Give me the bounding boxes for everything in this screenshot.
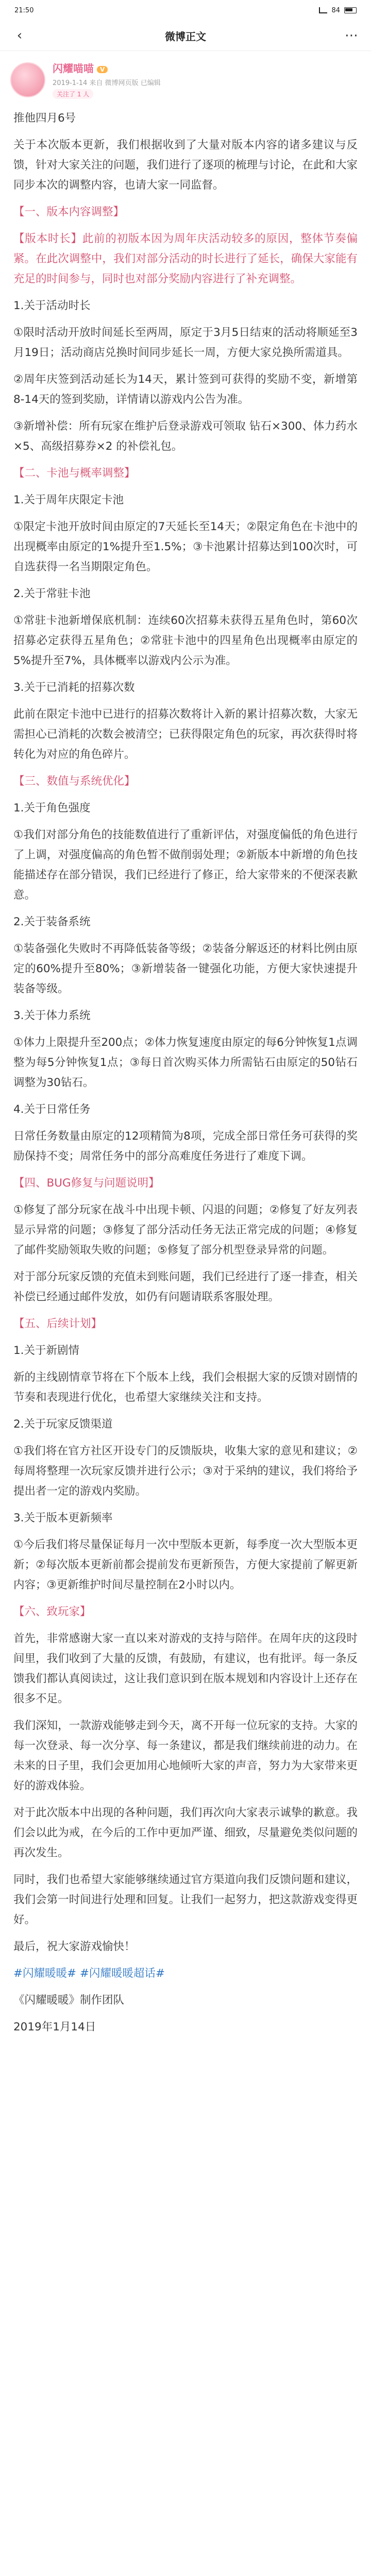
paragraph: 3.关于版本更新频率 (13, 1512, 113, 1524)
paragraph: 2.关于玩家反馈渠道 (13, 1418, 113, 1431)
author-tag: 关注了 1 人 (53, 89, 93, 99)
paragraph: 【版本时长】此前的初版本因为周年庆活动较多的原因，整体节奏偏紧。在此次调整中，我们对部分活动的时长进行了延长，确保大家能有充足的时间参与，同时也对部分奖励内容进行了补充调整。 (13, 232, 358, 285)
author-header (0, 51, 371, 103)
battery-icon (344, 7, 357, 13)
paragraph: ①我们将在官方社区开设专门的反馈版块，收集大家的意见和建议；②每周将整理一次玩家反馈并进行公示；③对于采纳的建议，我们将给予提出者一定的游戏内奖励。 (13, 1445, 358, 1498)
more-icon[interactable]: ⋯ (345, 28, 358, 43)
post-time: 2019-1-14 (53, 79, 88, 87)
paragraph: 同时，我们也希望大家能够继续通过官方渠道向我们反馈问题和建议，我们会第一时间进行处理和回复。让我们一起努力，把这款游戏变得更好。 (13, 1873, 358, 1926)
paragraph: 关于本次版本更新，我们根据收到了大量对版本内容的诸多建议与反馈，针对大家关注的问题，我们进行了逐项的梳理与讨论，在此和大家同步本次的调整内容，也请大家一同监督。 (13, 139, 358, 192)
author-name[interactable] (53, 60, 161, 75)
article-body (0, 103, 371, 2054)
top-nav (0, 21, 371, 51)
paragraph-list (13, 135, 358, 2037)
paragraph: 新的主线剧情章节将在下个版本上线，我们会根据大家的反馈对剧情的节奏和表现进行优化，也希望大家继续关注和支持。 (13, 1371, 358, 1404)
paragraph: 3.关于体力系统 (13, 1009, 91, 1022)
back-arrow-icon[interactable]: ‹ (16, 28, 23, 43)
author-info (53, 60, 161, 99)
paragraph: ①体力上限提升至200点；②体力恢复速度由原定的每6分钟恢复1点调整为每5分钟恢复1点；③每日首次购买体力所需钻石由原定的50钻石调整为30钻石。 (13, 1036, 358, 1089)
paragraph: 1.关于角色强度 (13, 802, 91, 815)
paragraph: 1.关于周年庆限定卡池 (13, 494, 124, 506)
paragraph: 【二、卡池与概率调整】 (13, 467, 136, 480)
paragraph: 2.关于装备系统 (13, 916, 91, 928)
paragraph: ①我们对部分角色的技能数值进行了重新评估，对强度偏低的角色进行了上调，对强度偏高的角色暂不做削弱处理；②新版本中新增的角色技能描述存在部分错误，我们已经进行了修正，给大家带来的不便深表歉意。 (13, 828, 358, 902)
author-name-text[interactable]: 闪耀喵喵 (53, 62, 94, 75)
post-source: 来自 微博网页版 (89, 79, 139, 87)
paragraph: 【三、数值与系统优化】 (13, 775, 136, 788)
title-line: 推他四月6号 (13, 112, 76, 125)
paragraph: ①常驻卡池新增保底机制：连续60次招募未获得五星角色时，第60次招募必定获得五星角色；②常驻卡池中的四星角色出现概率由原定的5%提升至7%，具体概率以游戏内公示为准。 (13, 614, 358, 667)
status-bar (0, 0, 371, 21)
paragraph: ①修复了部分玩家在战斗中出现卡顿、闪退的问题；②修复了好友列表显示异常的问题；③修复了部分活动任务无法正常完成的问题；④修复了邮件奖励领取失败的问题；⑤修复了部分机型登录异常的问题。 (13, 1204, 358, 1257)
paragraph: 3.关于已消耗的招募次数 (13, 681, 135, 694)
status-icons (319, 7, 357, 14)
paragraph: #闪耀暖暖# #闪耀暖暖超话# (13, 1967, 165, 1980)
paragraph: ①限时活动开放时间延长至两周，原定于3月5日结束的活动将顺延至3月19日；活动商店兑换时间同步延长一周，方便大家兑换所需道具。 (13, 326, 358, 359)
paragraph: 【六、致玩家】 (13, 1605, 91, 1618)
level-badge: V (97, 66, 108, 73)
paragraph: 【四、BUG修复与问题说明】 (13, 1177, 160, 1190)
paragraph: 我们深知，一款游戏能够走到今天，离不开每一位玩家的支持。大家的每一次登录、每一次分享、每一条建议，都是我们继续前进的动力。在未来的日子里，我们会更加用心地倾听大家的声音，努力为大家带来更好的游戏体验。 (13, 1719, 358, 1792)
paragraph: 1.关于活动时长 (13, 299, 91, 312)
post-meta (53, 77, 161, 87)
signal-icon (319, 7, 327, 13)
battery-level: 84 (331, 6, 340, 14)
paragraph: 4.关于日常任务 (13, 1103, 91, 1116)
paragraph: 《闪耀暖暖》制作团队 (13, 1994, 125, 2007)
paragraph: 2019年1月14日 (13, 2021, 96, 2033)
paragraph: ①限定卡池开放时间由原定的7天延长至14天；②限定角色在卡池中的出现概率由原定的1%提升至1.5%；③卡池累计招募达到100次时，可自选获得一名当期限定角色。 (13, 520, 358, 573)
paragraph: 【五、后续计划】 (13, 1317, 103, 1330)
paragraph: 【一、版本内容调整】 (13, 206, 125, 218)
paragraph: ③新增补偿：所有玩家在维护后登录游戏可领取 钻石×300、体力药水×5、高级招募券×2 的补偿礼包。 (13, 420, 358, 453)
paragraph: 日常任务数量由原定的12项精简为8项，完成全部日常任务可获得的奖励保持不变；周常任务中的部分高难度任务进行了难度下调。 (13, 1130, 358, 1163)
status-time: 21:50 (14, 6, 34, 14)
paragraph: 此前在限定卡池中已进行的招募次数将计入新的累计招募次数，大家无需担心已消耗的次数会被清空；已获得限定角色的玩家，再次获得时将转化为对应的角色碎片。 (13, 708, 358, 761)
paragraph: ①装备强化失败时不再降低装备等级；②装备分解返还的材料比例由原定的60%提升至80%；③新增装备一键强化功能，方便大家快速提升装备等级。 (13, 942, 358, 995)
avatar[interactable] (10, 62, 45, 97)
paragraph: ②周年庆签到活动延长为14天，累计签到可获得的奖励不变，新增第8-14天的签到奖励，详情请以游戏内公告为准。 (13, 373, 358, 406)
paragraph: 1.关于新剧情 (13, 1344, 80, 1357)
paragraph: 对于部分玩家反馈的充值未到账问题，我们已经进行了逐一排查，相关补偿已经通过邮件发放，如仍有问题请联系客服处理。 (13, 1270, 358, 1303)
edited-label: 已编辑 (140, 79, 161, 87)
page-title: 微博正文 (165, 30, 206, 43)
paragraph: 最后，祝大家游戏愉快！ (13, 1940, 136, 1953)
paragraph: 对于此次版本中出现的各种问题，我们再次向大家表示诚挚的歉意。我们会以此为戒，在今后的工作中更加严谨、细致，尽量避免类似问题的再次发生。 (13, 1806, 358, 1859)
paragraph: ①今后我们将尽量保证每月一次中型版本更新，每季度一次大型版本更新；②每次版本更新前都会提前发布更新预告，方便大家提前了解更新内容；③更新维护时间尽量控制在2小时以内。 (13, 1538, 358, 1591)
paragraph: 首先，非常感谢大家一直以来对游戏的支持与陪伴。在周年庆的这段时间里，我们收到了大量的反馈，有鼓励，有建议，也有批评。每一条反馈我们都认真阅读过，这让我们意识到在版本规划和内容设计上还存在很多不足。 (13, 1632, 358, 1705)
paragraph: 2.关于常驻卡池 (13, 587, 91, 600)
